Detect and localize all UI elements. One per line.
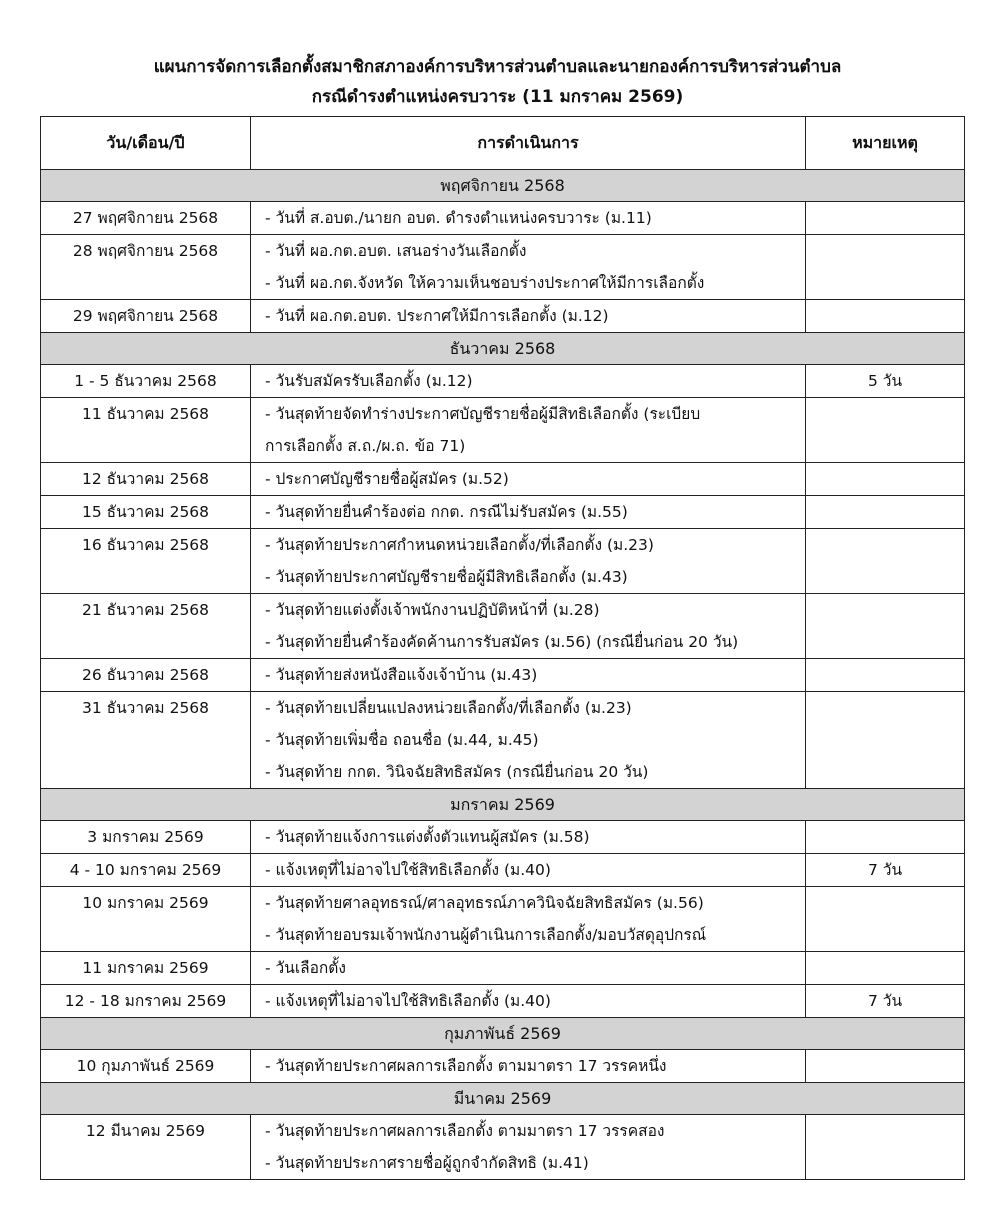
month-label: พฤศจิกายน 2568 (41, 170, 965, 202)
table-row (41, 496, 965, 529)
note-cell (806, 365, 965, 398)
action-line: - แจ้งเหตุที่ไม่อาจไปใช้สิทธิเลือกตั้ง (ม.40) (265, 992, 551, 1010)
action-line: - วันที่ ผอ.กต.อบต. เสนอร่างวันเลือกตั้ง (265, 242, 527, 260)
date-text: 3 มกราคม 2569 (87, 828, 204, 846)
table-row (41, 235, 965, 300)
action-cell (251, 300, 806, 333)
note-cell (806, 887, 965, 952)
action-line: - วันที่ ผอ.กต.อบต. ประกาศให้มีการเลือกตั้ง (ม.12) (265, 307, 609, 325)
date-text: 16 ธันวาคม 2568 (81, 536, 210, 554)
note-text (806, 463, 964, 495)
date-cell (41, 365, 251, 398)
action-line: - วันที่ ผอ.กต.จังหวัด ให้ความเห็นชอบร่างประกาศให้มีการเลือกตั้ง (265, 274, 705, 292)
action-cell (251, 202, 806, 235)
table-row (41, 1115, 965, 1180)
date-cell (41, 300, 251, 333)
note-cell (806, 529, 965, 594)
table-row (41, 952, 965, 985)
action-cell (251, 854, 806, 887)
note-text (806, 821, 964, 853)
note-text (806, 1115, 964, 1147)
note-cell (806, 1115, 965, 1180)
action-cell (251, 821, 806, 854)
table-row (41, 854, 965, 887)
date-text: 11 ธันวาคม 2568 (81, 405, 210, 423)
note-cell (806, 496, 965, 529)
header-row (41, 117, 965, 170)
note-cell (806, 952, 965, 985)
action-line: - ประกาศบัญชีรายชื่อผู้สมัคร (ม.52) (265, 470, 509, 488)
date-cell (41, 496, 251, 529)
date-text: 27 พฤศจิกายน 2568 (72, 209, 219, 227)
date-cell (41, 952, 251, 985)
note-text (806, 887, 964, 919)
note-cell (806, 692, 965, 789)
date-text: 12 มีนาคม 2569 (85, 1122, 206, 1140)
month-row (41, 789, 965, 821)
table-row (41, 985, 965, 1018)
action-line: - วันสุดท้ายแต่งตั้งเจ้าพนักงานปฏิบัติหน้าที่ (ม.28) (265, 601, 600, 619)
date-text: 29 พฤศจิกายน 2568 (72, 307, 219, 325)
action-cell (251, 887, 806, 952)
header-note: หมายเหตุ (806, 117, 965, 170)
note-cell (806, 854, 965, 887)
header-date: วัน/เดือน/ปี (41, 117, 251, 170)
table-row (41, 463, 965, 496)
date-text: 21 ธันวาคม 2568 (81, 601, 210, 619)
schedule-body (41, 170, 965, 1180)
action-line: - วันสุดท้ายประกาศรายชื่อผู้ถูกจำกัดสิทธิ (ม.41) (265, 1154, 589, 1172)
note-cell (806, 300, 965, 333)
date-cell (41, 887, 251, 952)
action-cell (251, 1050, 806, 1083)
table-row (41, 365, 965, 398)
date-cell (41, 202, 251, 235)
action-line: - วันสุดท้ายยื่นคำร้องคัดค้านการรับสมัคร (ม.56) (กรณียื่นก่อน 20 วัน) (265, 633, 739, 651)
date-cell (41, 398, 251, 463)
action-line: - วันรับสมัครรับเลือกตั้ง (ม.12) (265, 372, 473, 390)
action-cell (251, 463, 806, 496)
action-line: - วันสุดท้ายแจ้งการแต่งตั้งตัวแทนผู้สมัคร (ม.58) (265, 828, 590, 846)
table-row (41, 887, 965, 952)
action-cell (251, 496, 806, 529)
note-text (806, 659, 964, 691)
note-cell (806, 235, 965, 300)
date-text: 10 มกราคม 2569 (82, 894, 209, 912)
action-cell (251, 952, 806, 985)
note-cell (806, 985, 965, 1018)
table-row (41, 692, 965, 789)
action-line: - วันสุดท้ายยื่นคำร้องต่อ กกต. กรณีไม่รับสมัคร (ม.55) (265, 503, 628, 521)
action-cell (251, 365, 806, 398)
note-text (806, 202, 964, 234)
date-cell (41, 1115, 251, 1180)
action-line: - วันสุดท้ายประกาศกำหนดหน่วยเลือกตั้ง/ที่เลือกตั้ง (ม.23) (265, 536, 654, 554)
action-line: - วันสุดท้ายส่งหนังสือแจ้งเจ้าบ้าน (ม.43) (265, 666, 538, 684)
action-cell (251, 235, 806, 300)
table-row (41, 1050, 965, 1083)
note-cell (806, 463, 965, 496)
table-row (41, 202, 965, 235)
date-cell (41, 463, 251, 496)
month-label: ธันวาคม 2568 (41, 333, 965, 365)
date-cell (41, 854, 251, 887)
note-text (806, 594, 964, 626)
note-cell (806, 398, 965, 463)
action-line: - วันสุดท้ายประกาศบัญชีรายชื่อผู้มีสิทธิเลือกตั้ง (ม.43) (265, 568, 628, 586)
note-text: 7 วัน (867, 861, 903, 879)
action-line: - วันที่ ส.อบต./นายก อบต. ดำรงตำแหน่งครบวาระ (ม.11) (265, 209, 652, 227)
date-cell (41, 529, 251, 594)
date-cell (41, 594, 251, 659)
month-row (41, 1083, 965, 1115)
note-cell (806, 594, 965, 659)
date-cell (41, 235, 251, 300)
date-cell (41, 659, 251, 692)
note-text (806, 300, 964, 332)
date-text: 15 ธันวาคม 2568 (81, 503, 210, 521)
note-cell (806, 1050, 965, 1083)
table-row (41, 529, 965, 594)
note-text (806, 529, 964, 561)
date-text: 10 กุมภาพันธ์ 2569 (76, 1057, 215, 1075)
month-label: กุมภาพันธ์ 2569 (41, 1018, 965, 1050)
date-text: 31 ธันวาคม 2568 (81, 699, 210, 717)
action-line: - วันสุดท้ายจัดทำร่างประกาศบัญชีรายชื่อผู้มีสิทธิเลือกตั้ง (ระเบียบ (265, 405, 701, 423)
date-cell (41, 692, 251, 789)
action-line: - วันสุดท้ายศาลอุทธรณ์/ศาลอุทธรณ์ภาควินิจฉัยสิทธิสมัคร (ม.56) (265, 894, 704, 912)
action-line: การเลือกตั้ง ส.ถ./ผ.ถ. ข้อ 71) (265, 437, 466, 455)
date-cell (41, 1050, 251, 1083)
date-text: 4 - 10 มกราคม 2569 (69, 861, 222, 879)
note-text (806, 952, 964, 984)
table-row (41, 398, 965, 463)
action-line: - วันสุดท้ายประกาศผลการเลือกตั้ง ตามมาตรา 17 วรรคหนึ่ง (265, 1057, 667, 1075)
date-text: 12 ธันวาคม 2568 (81, 470, 210, 488)
month-label: มกราคม 2569 (41, 789, 965, 821)
action-line: - แจ้งเหตุที่ไม่อาจไปใช้สิทธิเลือกตั้ง (ม.40) (265, 861, 551, 879)
action-cell (251, 398, 806, 463)
note-cell (806, 202, 965, 235)
action-cell (251, 594, 806, 659)
note-text (806, 235, 964, 267)
month-label: มีนาคม 2569 (41, 1083, 965, 1115)
document-title (0, 52, 995, 112)
action-cell (251, 985, 806, 1018)
date-cell (41, 821, 251, 854)
month-row (41, 1018, 965, 1050)
note-text (806, 496, 964, 528)
action-cell (251, 692, 806, 789)
action-line: - วันสุดท้าย กกต. วินิจฉัยสิทธิสมัคร (กรณียื่นก่อน 20 วัน) (265, 763, 649, 781)
date-cell (41, 985, 251, 1018)
table-row (41, 821, 965, 854)
date-text: 26 ธันวาคม 2568 (81, 666, 210, 684)
date-text: 1 - 5 ธันวาคม 2568 (74, 372, 217, 390)
schedule-table (40, 116, 965, 1180)
header-action: การดำเนินการ (251, 117, 806, 170)
month-row (41, 170, 965, 202)
note-text: 5 วัน (867, 372, 903, 390)
action-line: - วันสุดท้ายเปลี่ยนแปลงหน่วยเลือกตั้ง/ที่เลือกตั้ง (ม.23) (265, 699, 632, 717)
title-line-2: กรณีดำรงตำแหน่งครบวาระ (11 มกราคม 2569) (311, 87, 684, 107)
action-cell (251, 659, 806, 692)
note-text (806, 1050, 964, 1082)
table-row (41, 594, 965, 659)
action-line: - วันเลือกตั้ง (265, 959, 346, 977)
action-cell (251, 529, 806, 594)
month-row (41, 333, 965, 365)
action-cell (251, 1115, 806, 1180)
title-line-1: แผนการจัดการเลือกตั้งสมาชิกสภาองค์การบริหารส่วนตำบลและนายกองค์การบริหารส่วนตำบล (153, 57, 842, 77)
date-text: 28 พฤศจิกายน 2568 (72, 242, 219, 260)
table-row (41, 659, 965, 692)
date-text: 12 - 18 มกราคม 2569 (64, 992, 227, 1010)
action-line: - วันสุดท้ายเพิ่มชื่อ ถอนชื่อ (ม.44, ม.45) (265, 731, 539, 749)
table-row (41, 300, 965, 333)
note-text (806, 398, 964, 430)
note-cell (806, 659, 965, 692)
action-line: - วันสุดท้ายประกาศผลการเลือกตั้ง ตามมาตรา 17 วรรคสอง (265, 1122, 665, 1140)
note-cell (806, 821, 965, 854)
date-text: 11 มกราคม 2569 (82, 959, 209, 977)
note-text (806, 692, 964, 724)
note-text: 7 วัน (867, 992, 903, 1010)
action-line: - วันสุดท้ายอบรมเจ้าพนักงานผู้ดำเนินการเลือกตั้ง/มอบวัสดุอุปกรณ์ (265, 926, 707, 944)
